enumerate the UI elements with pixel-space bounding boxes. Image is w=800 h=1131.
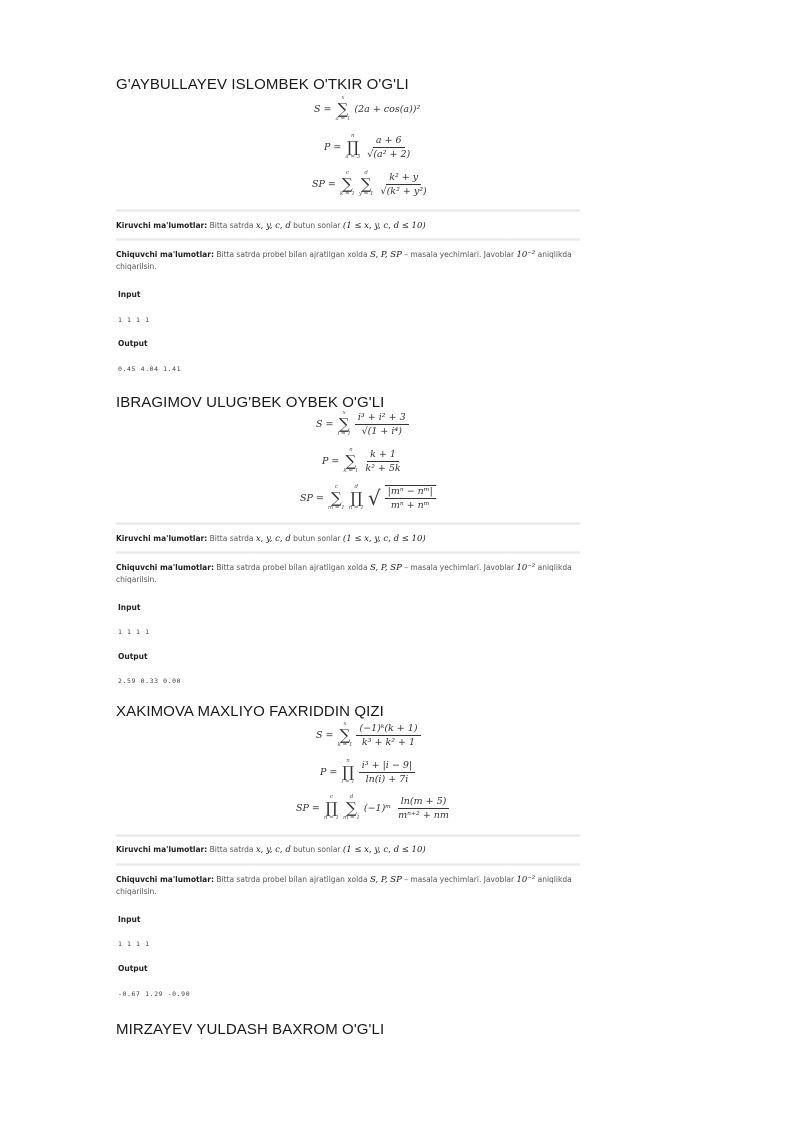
example-input: 1 1 1 1 xyxy=(118,316,150,324)
numerator: a + 6 xyxy=(373,135,405,148)
formula-factor: (−1)ᵐ xyxy=(363,802,392,814)
text: aniqlikda chiqarilsin. xyxy=(116,563,572,584)
numerator: k + 1 xyxy=(367,449,399,462)
input-heading: Kiruvchi ma'lumotlar: xyxy=(116,221,208,230)
sigma-icon: ∑ xyxy=(342,174,353,193)
sum-operator xyxy=(338,411,351,437)
math: x, y, c, d xyxy=(255,534,291,544)
formula-body: (2a + cos(a))² xyxy=(354,103,421,115)
limit-bottom: k = 1 xyxy=(337,741,353,748)
limit-top: c xyxy=(345,170,349,176)
fraction xyxy=(355,412,409,437)
limit-top: c xyxy=(329,794,334,800)
formula-s xyxy=(314,96,420,122)
student-name: XAKIMOVA MAXLIYO FAXRIDDIN QIZI xyxy=(116,703,384,720)
pi-product-icon: ∏ xyxy=(346,137,359,156)
text: butun sonlar xyxy=(293,845,341,854)
math: x, y, c, d xyxy=(255,845,291,855)
math: S, P, SP xyxy=(369,563,402,573)
limit-bottom: y = 1 xyxy=(358,190,374,197)
sigma-icon: ∑ xyxy=(345,451,357,470)
sum-operator xyxy=(343,795,360,821)
formula-sp xyxy=(300,485,436,511)
sum-operator xyxy=(343,448,358,474)
formula-lhs: S = xyxy=(314,103,332,115)
sigma-icon: ∑ xyxy=(346,798,357,817)
text: Bitta satrda xyxy=(209,845,254,854)
student-name: IBRAGIMOV ULUG'BEK OYBEK O'G'LI xyxy=(116,394,385,411)
formula-lhs: S = xyxy=(316,729,334,741)
example-output: -0.67 1.29 -0.90 xyxy=(118,990,191,998)
output-heading: Chiquvchi ma'lumotlar: xyxy=(116,563,214,572)
formula-s xyxy=(316,411,409,437)
numerator: |mⁿ − nᵐ| xyxy=(385,486,436,499)
input-description xyxy=(116,533,586,545)
formula-s xyxy=(316,722,421,748)
output-description xyxy=(116,562,586,585)
product-operator xyxy=(341,759,354,785)
formula-p xyxy=(324,134,413,160)
student-name: G'AYBULLAYEV ISLOMBEK O'TKIR O'G'LI xyxy=(116,76,409,93)
limit-top: d xyxy=(354,484,359,490)
sum-operator xyxy=(328,485,345,511)
example-input-label: Input xyxy=(118,915,141,924)
sum-operator xyxy=(359,171,374,197)
numerator: i³ + i² + 3 xyxy=(355,412,409,425)
text: aniqlikda chiqarilsin. xyxy=(116,250,572,271)
output-description xyxy=(116,249,586,272)
limit-bottom: n = 1 xyxy=(348,504,364,511)
limit-top: n xyxy=(349,447,353,453)
example-output-label: Output xyxy=(118,339,148,348)
sqrt-icon: √ xyxy=(367,486,381,510)
limit-top: n xyxy=(346,758,350,764)
text: aniqlikda chiqarilsin. xyxy=(116,875,572,896)
denominator: √(k² + y²) xyxy=(380,185,427,197)
limit-top: x xyxy=(341,95,345,101)
text: Bitta satrda xyxy=(209,534,254,543)
example-output: 2.59 0.33 0.00 xyxy=(118,677,182,685)
fraction xyxy=(356,723,420,748)
formula-lhs: S = xyxy=(316,418,334,430)
pi-product-icon: ∏ xyxy=(350,488,363,507)
denominator: k² + 5k xyxy=(365,462,401,474)
formula-p xyxy=(322,448,404,474)
output-description xyxy=(116,874,586,897)
example-input: 1 1 1 1 xyxy=(118,940,150,948)
limit-top: x xyxy=(342,410,346,416)
product-operator xyxy=(349,485,364,511)
formula-p xyxy=(320,759,415,785)
sigma-icon: ∑ xyxy=(360,174,372,193)
example-output-label: Output xyxy=(118,652,148,661)
math: (1 ≤ x, y, c, d ≤ 10) xyxy=(342,845,426,855)
limit-bottom: i = 1 xyxy=(341,778,355,785)
denominator: k³ + k² + 1 xyxy=(361,736,416,748)
limit-top: x xyxy=(343,721,347,727)
denominator: √(1 + i⁴) xyxy=(361,425,402,437)
text: Bitta satrda xyxy=(209,221,254,230)
input-heading: Kiruvchi ma'lumotlar: xyxy=(116,845,208,854)
text: – masala yechimlari. Javoblar xyxy=(404,875,515,884)
limit-bottom: a = 1 xyxy=(335,115,351,122)
divider xyxy=(116,834,580,837)
formula-sp xyxy=(312,171,430,197)
denominator: √(a² + 2) xyxy=(367,148,411,160)
limit-top: n xyxy=(351,133,355,139)
sum-operator xyxy=(340,171,355,197)
sum-operator xyxy=(336,96,351,122)
limit-bottom: m = 1 xyxy=(343,814,360,821)
formula-lhs: P = xyxy=(322,455,340,467)
fraction xyxy=(362,449,403,474)
fraction xyxy=(359,760,415,785)
limit-bottom: a = 3 xyxy=(345,153,361,160)
denominator: mⁿ⁺² + nm xyxy=(398,809,449,821)
divider xyxy=(116,209,580,212)
text: Bitta satrda probel bilan ajratilgan xolda xyxy=(216,875,368,884)
fraction xyxy=(378,172,430,197)
product-operator xyxy=(345,134,360,160)
math: S, P, SP xyxy=(369,250,402,260)
denominator: mⁿ + nᵐ xyxy=(390,500,430,511)
fraction xyxy=(385,485,436,511)
sigma-icon: ∑ xyxy=(339,725,351,744)
output-heading: Chiquvchi ma'lumotlar: xyxy=(116,875,214,884)
sigma-icon: ∑ xyxy=(337,99,349,118)
denominator: ln(i) + 7i xyxy=(365,773,409,785)
example-output-label: Output xyxy=(118,964,148,973)
numerator: (−1)ᵏ(k + 1) xyxy=(356,723,420,736)
formula-lhs: SP = xyxy=(300,492,324,504)
math: 10⁻² xyxy=(516,875,536,885)
limit-top: c xyxy=(334,484,338,490)
example-input-label: Input xyxy=(118,290,141,299)
formula-sp xyxy=(296,795,452,821)
text: Bitta satrda probel bilan ajratilgan xolda xyxy=(216,563,368,572)
example-input-label: Input xyxy=(118,603,141,612)
input-description xyxy=(116,844,586,856)
fraction xyxy=(395,796,452,821)
math: S, P, SP xyxy=(369,875,402,885)
limit-top: d xyxy=(349,794,354,800)
input-heading: Kiruvchi ma'lumotlar: xyxy=(116,534,208,543)
formula-lhs: P = xyxy=(320,766,338,778)
limit-bottom: k = 1 xyxy=(343,467,359,474)
pi-product-icon: ∏ xyxy=(325,798,338,817)
limit-bottom: m = 1 xyxy=(327,504,345,511)
divider xyxy=(116,551,580,554)
numerator: ln(m + 5) xyxy=(398,796,450,809)
example-input: 1 1 1 1 xyxy=(118,628,150,636)
pi-product-icon: ∏ xyxy=(342,762,355,781)
numerator: i³ + |i − 9| xyxy=(359,760,415,773)
formula-lhs: P = xyxy=(324,141,342,153)
text: butun sonlar xyxy=(293,221,341,230)
input-description xyxy=(116,220,586,232)
divider xyxy=(116,863,580,866)
product-operator xyxy=(324,795,339,821)
text: – masala yechimlari. Javoblar xyxy=(404,563,515,572)
text: Bitta satrda probel bilan ajratilgan xolda xyxy=(216,250,368,259)
limit-bottom: n = 1 xyxy=(323,814,340,821)
sum-operator xyxy=(338,722,353,748)
text: – masala yechimlari. Javoblar xyxy=(404,250,515,259)
math: x, y, c, d xyxy=(255,221,291,231)
limit-top: d xyxy=(364,170,368,176)
limit-bottom: k = 1 xyxy=(339,190,355,197)
divider xyxy=(116,522,580,525)
math: (1 ≤ x, y, c, d ≤ 10) xyxy=(342,534,426,544)
math: 10⁻² xyxy=(516,250,536,260)
formula-lhs: SP = xyxy=(296,802,320,814)
example-output: 0.45 4.04 1.41 xyxy=(118,365,182,373)
text: butun sonlar xyxy=(293,534,341,543)
math: (1 ≤ x, y, c, d ≤ 10) xyxy=(342,221,426,231)
output-heading: Chiquvchi ma'lumotlar: xyxy=(116,250,214,259)
math: 10⁻² xyxy=(516,563,536,573)
divider xyxy=(116,238,580,241)
limit-bottom: i = 1 xyxy=(337,430,351,437)
sigma-icon: ∑ xyxy=(330,488,342,507)
student-name: MIRZAYEV YULDASH BAXROM O'G'LI xyxy=(116,1021,385,1038)
fraction xyxy=(364,135,413,160)
sigma-icon: ∑ xyxy=(338,414,350,433)
numerator: k² + y xyxy=(386,172,421,185)
formula-lhs: SP = xyxy=(312,178,336,190)
